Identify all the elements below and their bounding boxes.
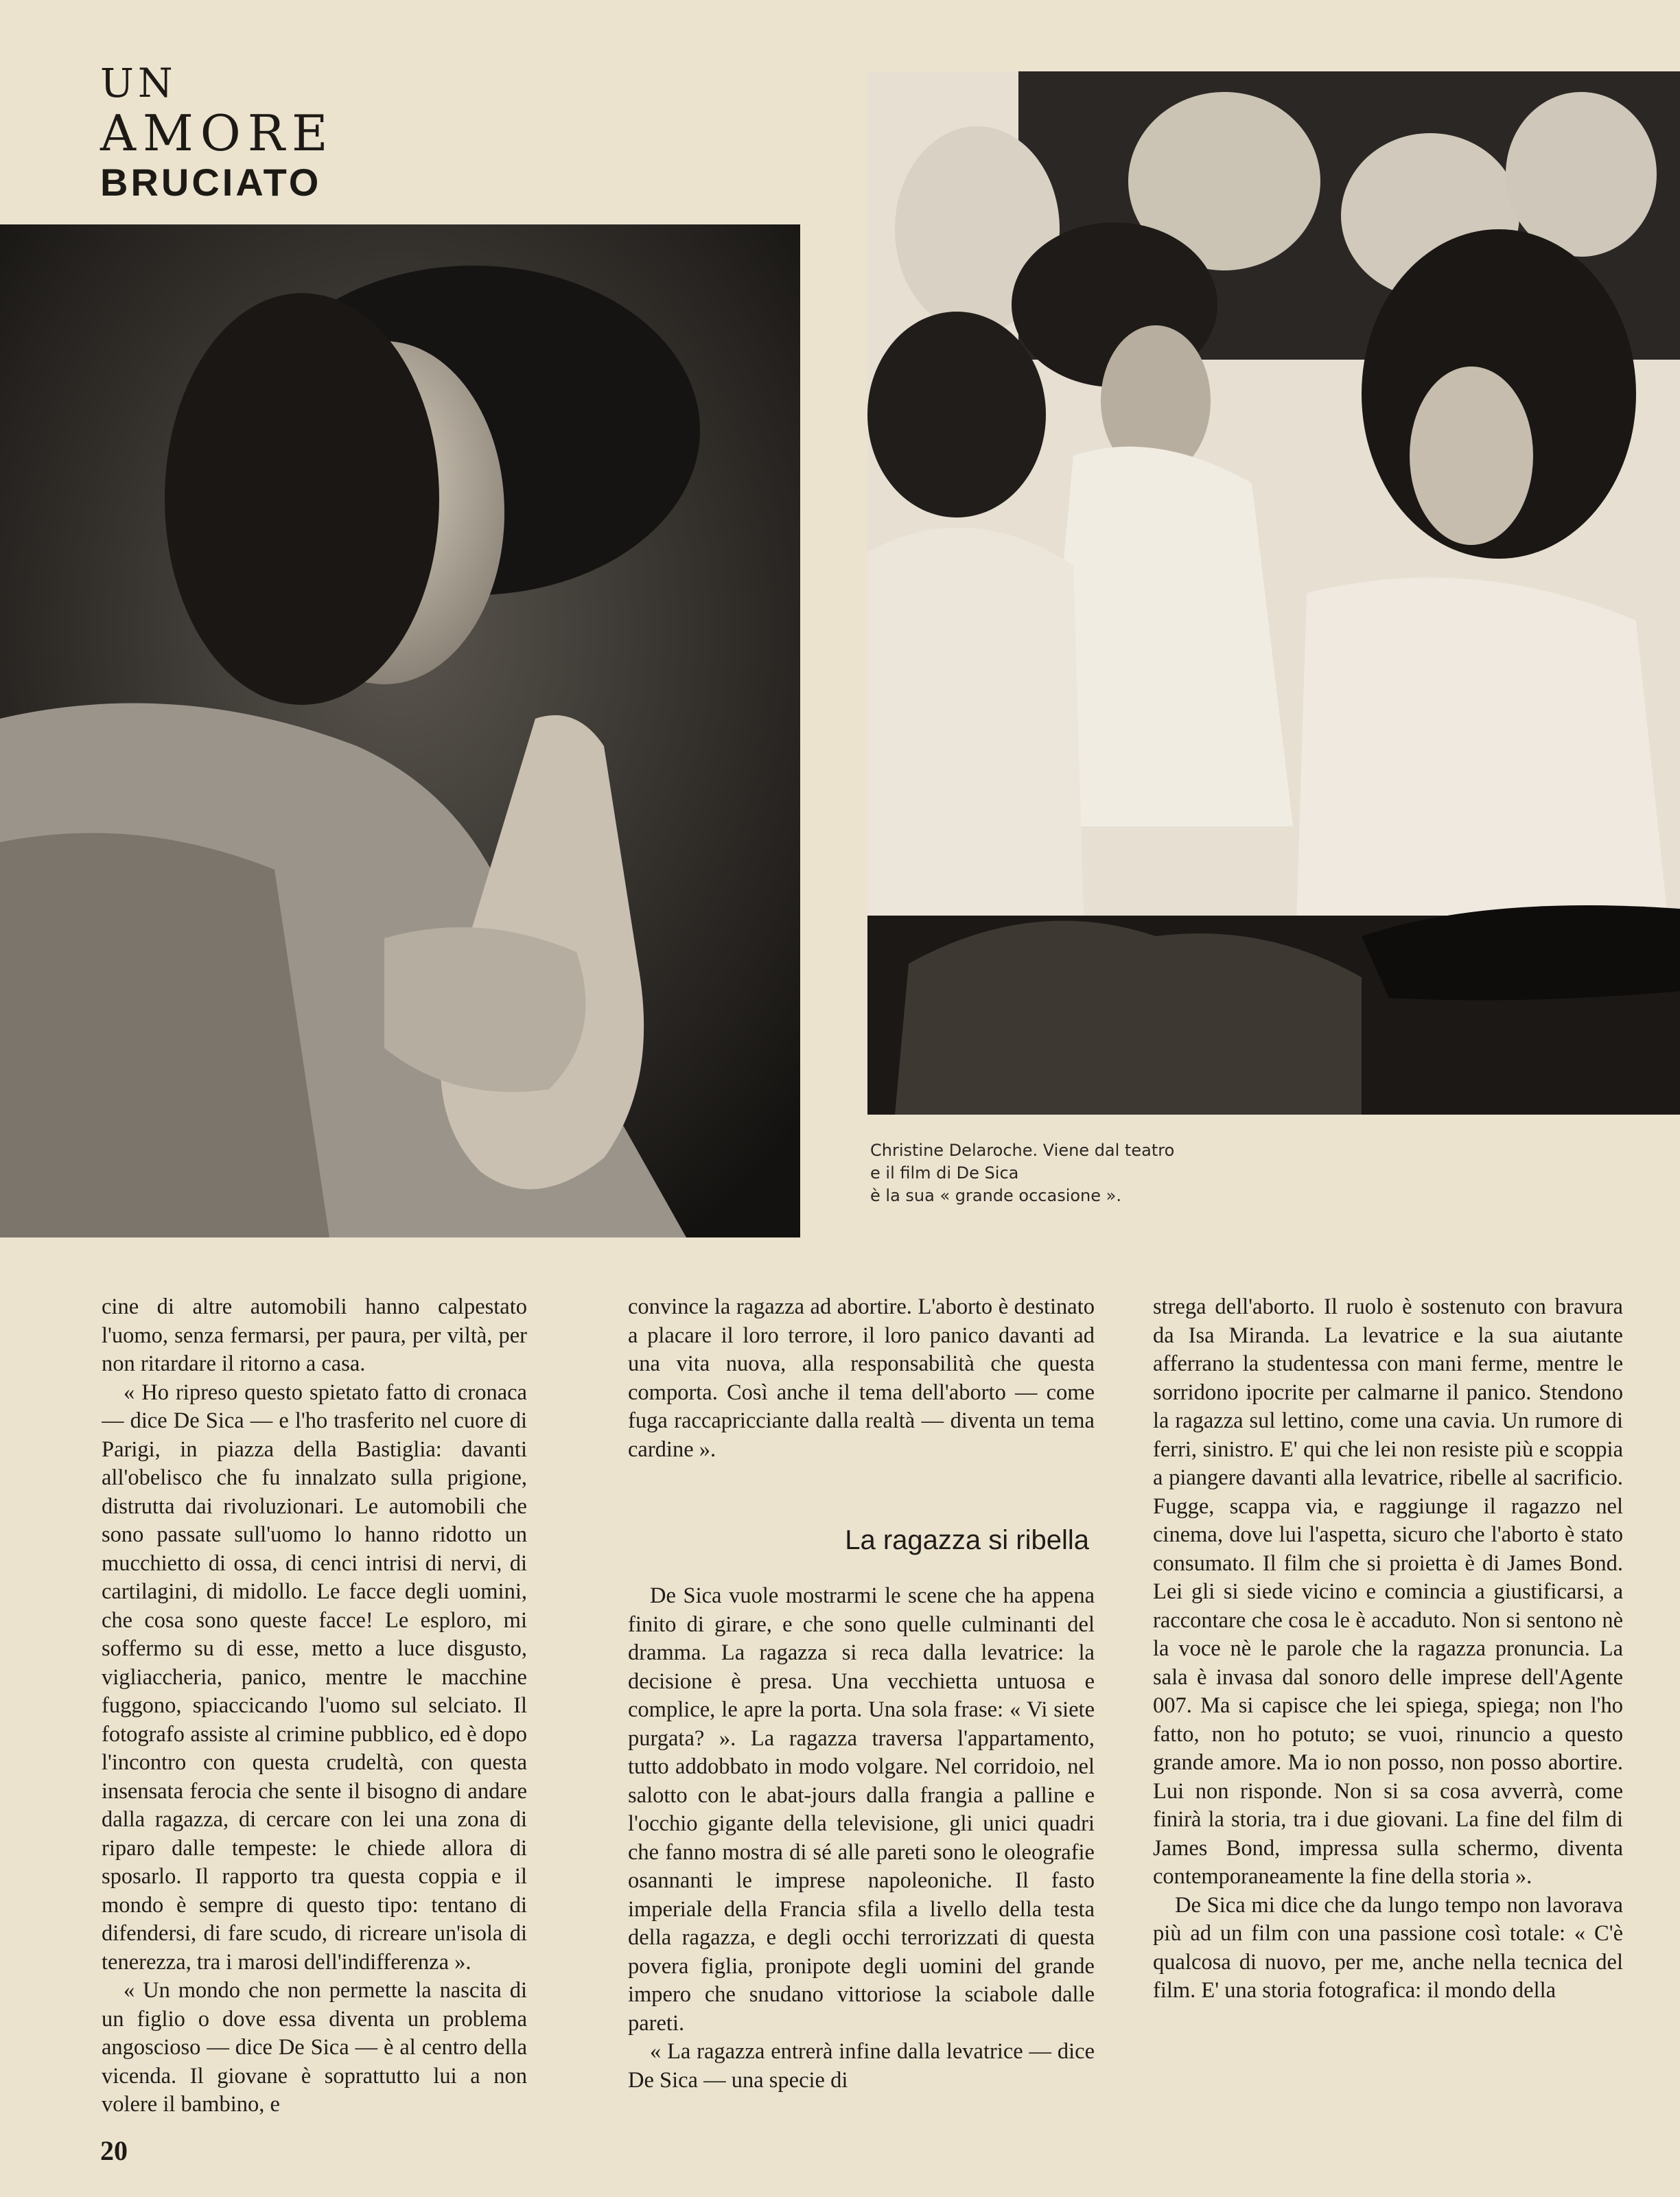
article-column-2 (628, 1293, 1095, 2130)
photo-caption (870, 1139, 1255, 1207)
page-number: 20 (100, 2135, 128, 2166)
photo-woman-portrait (0, 224, 800, 1237)
caption-line: e il film di De Sica (870, 1163, 1019, 1183)
paragraph: « Ho ripreso questo spietato fatto di cronaca — dice De Sica — e l'ho trasferito nel cuore di Parigi, in piazza della Bastiglia: davanti all'obelisco che fu innalzato sulla prigione, distrutta dai rivoluzionari. Le automobili che sono passate sull'uomo lo hanno ridotto un mucchietto di ossa, di cenci intrisi di nervi, di cartilagini, di midollo. Le facce degli uomini, che cosa sono queste facce! Le esploro, mi soffermo su di esse, metto a luce disgusto, vigliaccheria, panico, mentre le macchine fuggono, spiaccicando l'uomo sul selciato. Il fotografo assiste al crimine pubblico, ed è dopo l'incontro con questa crudeltà, con questa insensata ferocia che sente il bisogno di andare dalla ragazza, di cercare con lei una zona di riparo dalle tempeste: le chiede allora di sposarlo. Il rapporto tra questa coppia e il mondo è sempre di questo tipo: tentano di difendersi, di fare scudo, di ricreare un'isola di tenerezza, tra i marosi dell'indifferenza ». (102, 1380, 527, 1975)
title-line-1: UN (100, 60, 177, 106)
paragraph: convince la ragazza ad abortire. L'aborto è destinato a placare il loro terrore, il loro panico davanti ad una vita nuova, alla responsabilità che questa comporta. Così anche il tema dell'aborto — come fuga raccapricciante dalla realtà — diventa un tema cardine ». (628, 1294, 1095, 1462)
caption-line: Christine Delaroche. Viene dal teatro (870, 1141, 1175, 1160)
article-column-1 (102, 1293, 527, 2130)
section-subheading: La ragazza si ribella (845, 1525, 1089, 1555)
photo-lecture-hall (867, 71, 1680, 1115)
paragraph: « La ragazza entrerà infine dalla levatrice — dice De Sica — una specie di (628, 2039, 1095, 2093)
article-title (100, 60, 335, 204)
title-line-2: AMORE (100, 104, 335, 162)
paragraph: « Un mondo che non permette la nascita di un figlio o dove essa diventa un problema angoscioso — dice De Sica — è al centro della vicenda. Il giovane è soprattutto lui a non volere il bambino, e (102, 1978, 527, 2117)
paragraph: cine di altre automobili hanno calpestato l'uomo, senza fermarsi, per paura, per viltà, per non ritardare il ritorno a casa. (102, 1294, 527, 1376)
title-line-3: BRUCIATO (100, 161, 322, 204)
paragraph: De Sica vuole mostrarmi le scene che ha appena finito di girare, e che sono quelle culminanti del dramma. La ragazza si reca dalla levatrice: la decisione è presa. Una vecchietta untuosa e complice, le apre la porta. Una sola frase: « Vi siete purgata? ». La ragazza traversa l'appartamento, tutto addobbato in modo volgare. Nel corridoio, nel salotto con le abat-jours dalla frangia a palline e l'occhio gigante della televisione, gli unici quadri che fanno mostra di sé alle pareti sono le oleografie osannanti le imprese napoleoniche. Il fasto imperiale della Francia sfila a livello della testa della ragazza, e degli occhi terrorizzati di questa povera figlia, pronipote degli uomini del grande impero che snudano vittoriose la sciabole dalle pareti. (628, 1583, 1095, 2036)
caption-line: è la sua « grande occasione ». (870, 1186, 1121, 1205)
article-column-3 (1153, 1293, 1623, 2130)
paragraph: strega dell'aborto. Il ruolo è sostenuto con bravura da Isa Miranda. La levatrice e la sua aiutante afferrano la studentessa con mani ferme, mentre le sorridono ipocrite per calmarne il panico. Stendono la ragazza sul lettino, come una cavia. Un rumore di ferri, sinistro. E' qui che lei non resiste più e scoppia a piangere davanti alla levatrice, ribelle al sacrificio. Fugge, scappa via, e raggiunge il ragazzo nel cinema, dove lui l'aspetta, sicuro che l'aborto è stato consumato. Il film che si proietta è di James Bond. Lei gli si siede vicino e comincia a giustificarsi, a raccontare che cosa le è accaduto. Non si sentono nè la voce nè le parole che la ragazza pronuncia. La sala è invasa dal sonoro delle imprese dell'Agente 007. Ma si capisce che lei spiega, spiega; non l'ho fatto, non ho potuto; se vuoi, rinuncio a questo grande amore. Ma io non posso, non posso abortire. Lui non risponde. Non si sa cosa avverrà, come finirà la storia, tra i due giovani. La fine del film di James Bond, impressa sulla schermo, diventa contemporaneamente la fine della storia ». (1153, 1294, 1623, 1889)
paragraph: De Sica mi dice che da lungo tempo non lavorava più ad un film con una passione così totale: « C'è qualcosa di nuovo, per me, anche nella tecnica del film. E' una storia fotografica: il mondo della (1153, 1892, 1623, 2003)
